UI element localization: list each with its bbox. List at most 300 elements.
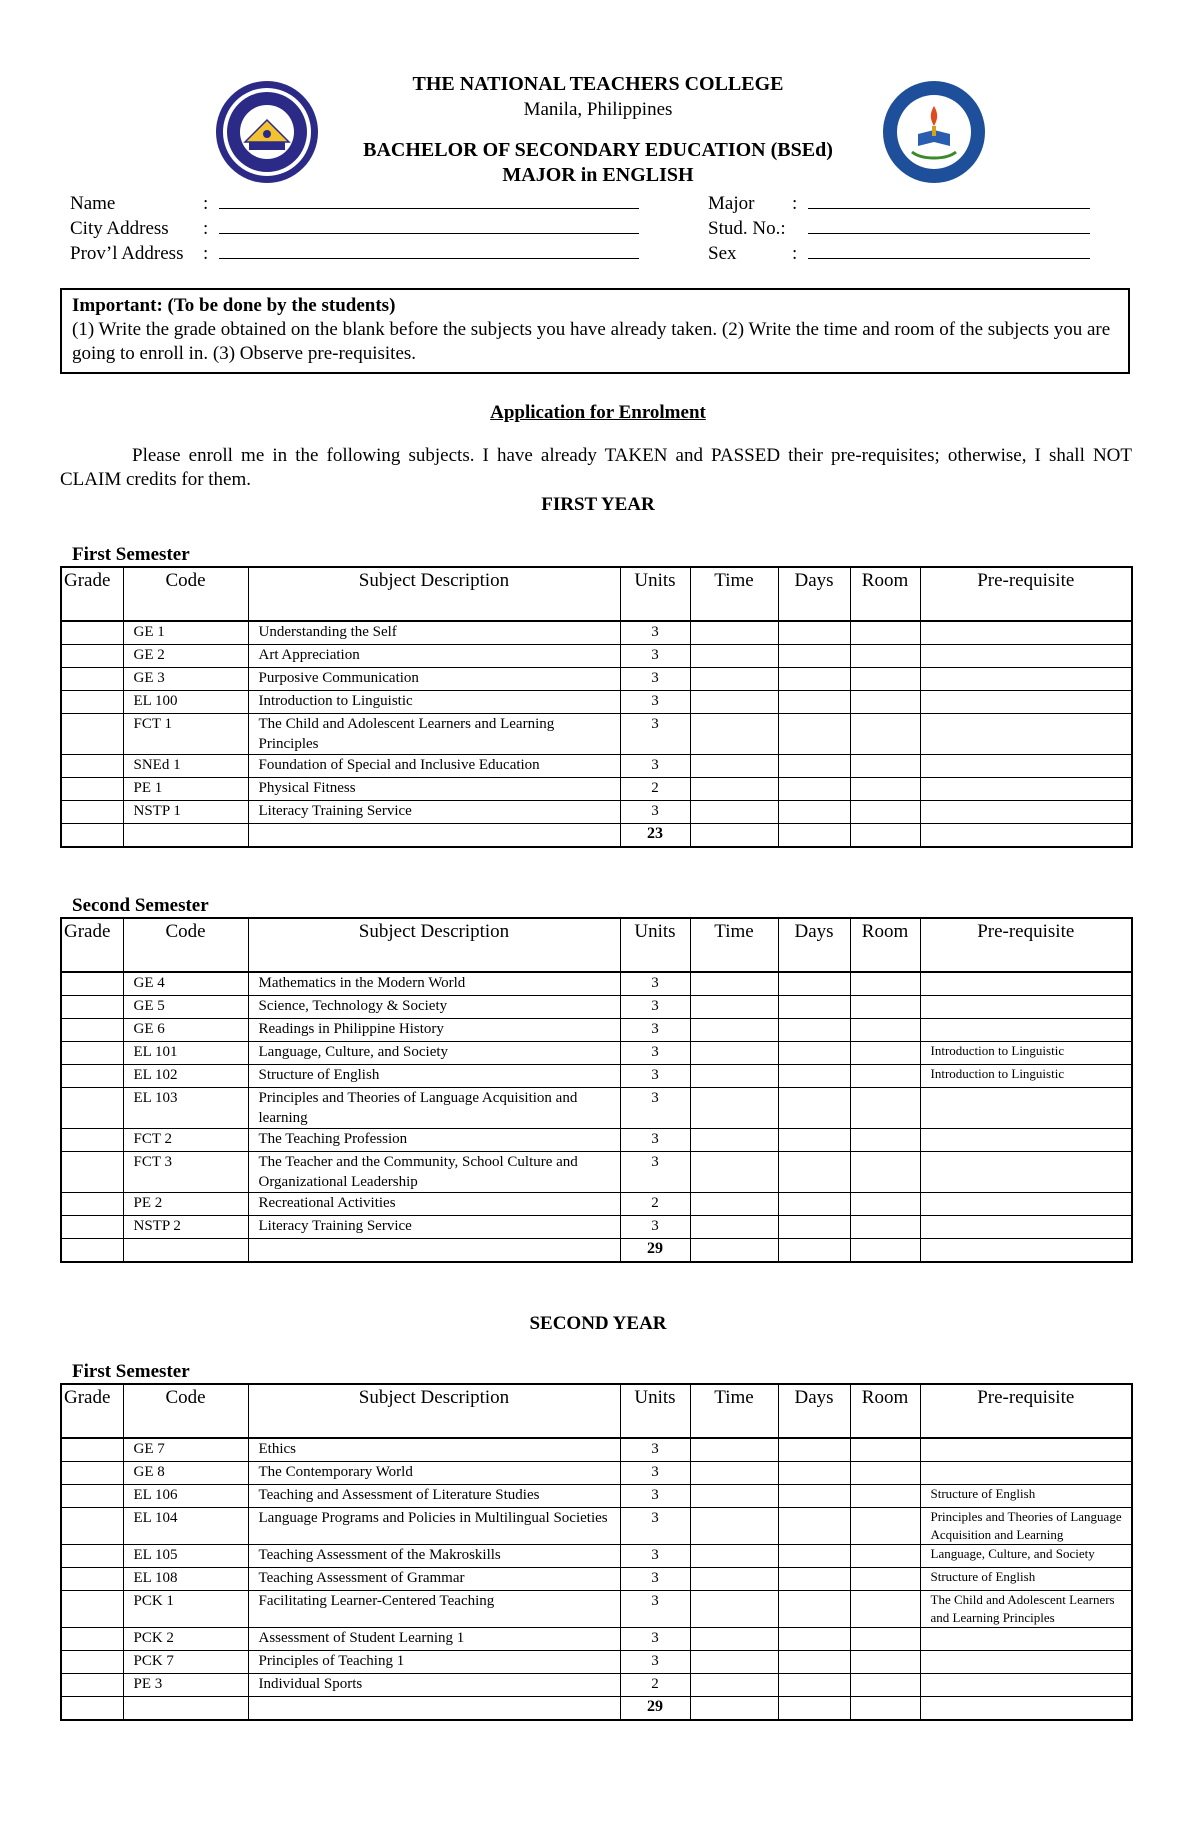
grade-cell[interactable]	[61, 996, 123, 1019]
grade-cell[interactable]	[61, 801, 123, 824]
time-cell[interactable]	[690, 996, 778, 1019]
column-header-units: Units	[620, 1384, 690, 1438]
column-header-time: Time	[690, 1384, 778, 1438]
time-cell[interactable]	[690, 1152, 778, 1193]
grade-cell[interactable]	[61, 1674, 123, 1697]
room-cell[interactable]	[850, 972, 920, 996]
prerequisite	[920, 1019, 1132, 1042]
city-address-label: City Address	[70, 218, 169, 239]
grade-cell[interactable]	[61, 755, 123, 778]
time-cell[interactable]	[690, 691, 778, 714]
room-cell[interactable]	[850, 1545, 920, 1568]
subject-units: 3	[620, 801, 690, 824]
column-header-code: Code	[123, 918, 248, 972]
total-row-cell	[123, 824, 248, 848]
total-row-cell	[248, 824, 620, 848]
subject-description: Science, Technology & Society	[248, 996, 620, 1019]
subject-description: Language Programs and Policies in Multilingual Societies	[248, 1508, 620, 1545]
time-cell[interactable]	[690, 1568, 778, 1591]
column-header-units: Units	[620, 918, 690, 972]
days-cell[interactable]	[778, 1216, 850, 1239]
college-name: THE NATIONAL TEACHERS COLLEGE	[412, 73, 784, 95]
prerequisite: Principles and Theories of Language Acquisition and Learning	[920, 1508, 1132, 1545]
major-label: Major	[708, 193, 755, 214]
grade-cell[interactable]	[61, 1508, 123, 1545]
table-row	[61, 1462, 1132, 1485]
table-row	[61, 645, 1132, 668]
subject-description: Individual Sports	[248, 1674, 620, 1697]
column-header-days: Days	[778, 1384, 850, 1438]
subject-code: GE 4	[123, 972, 248, 996]
column-header-room: Room	[850, 1384, 920, 1438]
time-cell[interactable]	[690, 621, 778, 645]
days-cell[interactable]	[778, 1651, 850, 1674]
subject-units: 3	[620, 621, 690, 645]
total-row-cell	[690, 824, 778, 848]
column-header-time: Time	[690, 918, 778, 972]
subject-code: FCT 1	[123, 714, 248, 755]
subject-description: Teaching Assessment of Grammar	[248, 1568, 620, 1591]
prov-address-field[interactable]	[219, 240, 639, 259]
sex-field[interactable]	[808, 240, 1090, 259]
room-cell[interactable]	[850, 1152, 920, 1193]
subject-units: 3	[620, 668, 690, 691]
subject-code: PE 1	[123, 778, 248, 801]
application-text	[60, 444, 1132, 492]
subject-description: The Teaching Profession	[248, 1129, 620, 1152]
table-header-row	[61, 918, 1132, 972]
days-cell[interactable]	[778, 1042, 850, 1065]
grade-cell[interactable]	[61, 1545, 123, 1568]
table-row	[61, 714, 1132, 755]
days-cell[interactable]	[778, 1628, 850, 1651]
grade-cell[interactable]	[61, 1438, 123, 1462]
prerequisite	[920, 996, 1132, 1019]
table-row	[61, 1088, 1132, 1129]
subject-code: GE 6	[123, 1019, 248, 1042]
room-cell[interactable]	[850, 1462, 920, 1485]
grade-cell[interactable]	[61, 1216, 123, 1239]
table-header-row	[61, 1384, 1132, 1438]
subjects-table-y1-s2	[60, 917, 1133, 1263]
time-cell[interactable]	[690, 1508, 778, 1545]
days-cell[interactable]	[778, 755, 850, 778]
room-cell[interactable]	[850, 1651, 920, 1674]
important-heading: Important: (To be done by the students)	[72, 295, 396, 316]
subject-description: Physical Fitness	[248, 778, 620, 801]
time-cell[interactable]	[690, 1438, 778, 1462]
prerequisite	[920, 1438, 1132, 1462]
table-row	[61, 691, 1132, 714]
column-header-room: Room	[850, 918, 920, 972]
subject-code: GE 8	[123, 1462, 248, 1485]
subject-units: 3	[620, 691, 690, 714]
time-cell[interactable]	[690, 1129, 778, 1152]
subject-code: GE 7	[123, 1438, 248, 1462]
room-cell[interactable]	[850, 1193, 920, 1216]
subject-code: FCT 2	[123, 1129, 248, 1152]
subject-description: Mathematics in the Modern World	[248, 972, 620, 996]
total-row	[61, 1239, 1132, 1263]
prerequisite	[920, 1651, 1132, 1674]
table-row	[61, 1019, 1132, 1042]
column-header-days: Days	[778, 918, 850, 972]
grade-cell[interactable]	[61, 645, 123, 668]
subject-code: EL 106	[123, 1485, 248, 1508]
subject-code: EL 108	[123, 1568, 248, 1591]
subject-description: Structure of English	[248, 1065, 620, 1088]
subject-code: EL 105	[123, 1545, 248, 1568]
subject-units: 2	[620, 1674, 690, 1697]
subject-units: 3	[620, 1065, 690, 1088]
prerequisite	[920, 1193, 1132, 1216]
days-cell[interactable]	[778, 714, 850, 755]
time-cell[interactable]	[690, 1065, 778, 1088]
room-cell[interactable]	[850, 1216, 920, 1239]
subject-code: EL 101	[123, 1042, 248, 1065]
subject-units: 3	[620, 714, 690, 755]
room-cell[interactable]	[850, 668, 920, 691]
time-cell[interactable]	[690, 1651, 778, 1674]
room-cell[interactable]	[850, 645, 920, 668]
time-cell[interactable]	[690, 668, 778, 691]
subject-units: 3	[620, 645, 690, 668]
grade-cell[interactable]	[61, 1568, 123, 1591]
subjects-table-y1-s1	[60, 566, 1133, 848]
time-cell[interactable]	[690, 1545, 778, 1568]
prerequisite	[920, 714, 1132, 755]
subject-units: 3	[620, 1152, 690, 1193]
column-header-pre: Pre-requisite	[920, 918, 1132, 972]
table-row	[61, 996, 1132, 1019]
room-cell[interactable]	[850, 801, 920, 824]
subject-description: Assessment of Student Learning 1	[248, 1628, 620, 1651]
time-cell[interactable]	[690, 1462, 778, 1485]
subject-units: 3	[620, 1019, 690, 1042]
subject-units: 3	[620, 1591, 690, 1628]
prerequisite	[920, 1088, 1132, 1129]
grade-cell[interactable]	[61, 1462, 123, 1485]
room-cell[interactable]	[850, 1508, 920, 1545]
prov-address-label: Prov’l Address	[70, 243, 184, 264]
table-row	[61, 1152, 1132, 1193]
subject-units: 3	[620, 1216, 690, 1239]
grade-cell[interactable]	[61, 668, 123, 691]
days-cell[interactable]	[778, 778, 850, 801]
subject-units: 3	[620, 1129, 690, 1152]
city-address-field[interactable]	[219, 215, 639, 234]
subject-description: Recreational Activities	[248, 1193, 620, 1216]
room-cell[interactable]	[850, 1019, 920, 1042]
column-header-grade: Grade	[61, 567, 123, 621]
total-row	[61, 1697, 1132, 1721]
room-cell[interactable]	[850, 1438, 920, 1462]
table-row	[61, 972, 1132, 996]
days-cell[interactable]	[778, 691, 850, 714]
subject-units: 3	[620, 996, 690, 1019]
total-row-cell	[778, 1239, 850, 1263]
total-row-cell	[61, 824, 123, 848]
total-row-cell	[61, 1697, 123, 1721]
subject-units: 3	[620, 1568, 690, 1591]
subject-units: 3	[620, 1651, 690, 1674]
subject-units: 2	[620, 1193, 690, 1216]
important-instructions-box	[60, 288, 1130, 374]
days-cell[interactable]	[778, 1088, 850, 1129]
room-cell[interactable]	[850, 996, 920, 1019]
days-cell[interactable]	[778, 668, 850, 691]
subject-units: 3	[620, 1088, 690, 1129]
subject-code: EL 102	[123, 1065, 248, 1088]
column-header-code: Code	[123, 1384, 248, 1438]
subject-code: NSTP 2	[123, 1216, 248, 1239]
table-row	[61, 1591, 1132, 1628]
time-cell[interactable]	[690, 1193, 778, 1216]
subject-units: 3	[620, 1545, 690, 1568]
major-field[interactable]	[808, 190, 1090, 209]
grade-cell[interactable]	[61, 691, 123, 714]
prerequisite	[920, 755, 1132, 778]
time-cell[interactable]	[690, 1019, 778, 1042]
total-units: 23	[620, 824, 690, 848]
days-cell[interactable]	[778, 1129, 850, 1152]
table-row	[61, 1065, 1132, 1088]
time-cell[interactable]	[690, 1591, 778, 1628]
grade-cell[interactable]	[61, 1193, 123, 1216]
days-cell[interactable]	[778, 1193, 850, 1216]
subject-description: Ethics	[248, 1438, 620, 1462]
total-row-cell	[778, 1697, 850, 1721]
subject-code: PE 3	[123, 1674, 248, 1697]
student-info-left: Name : City Address : Prov’l Address :	[70, 190, 639, 265]
table-header-row	[61, 567, 1132, 621]
subject-description: Literacy Training Service	[248, 801, 620, 824]
grade-cell[interactable]	[61, 1628, 123, 1651]
table-row	[61, 778, 1132, 801]
table-row	[61, 1438, 1132, 1462]
room-cell[interactable]	[850, 1628, 920, 1651]
days-cell[interactable]	[778, 972, 850, 996]
room-cell[interactable]	[850, 714, 920, 755]
application-title: Application for Enrolment	[490, 402, 706, 423]
total-row-cell	[248, 1239, 620, 1263]
room-cell[interactable]	[850, 1485, 920, 1508]
student-info-right: Major : Stud. No.: Sex :	[708, 190, 1090, 265]
subject-units: 3	[620, 972, 690, 996]
time-cell[interactable]	[690, 1088, 778, 1129]
total-row-cell	[850, 1239, 920, 1263]
application-text-body: Please enroll me in the following subjects. I have already TAKEN and PASSED their pre-requisites; otherwise, I shall NOT CLAIM credits for them.	[60, 445, 1132, 490]
subject-description: Teaching Assessment of the Makroskills	[248, 1545, 620, 1568]
days-cell[interactable]	[778, 1462, 850, 1485]
subject-code: GE 2	[123, 645, 248, 668]
table-row	[61, 1628, 1132, 1651]
table-row	[61, 1129, 1132, 1152]
days-cell[interactable]	[778, 645, 850, 668]
time-cell[interactable]	[690, 972, 778, 996]
table-row	[61, 1216, 1132, 1239]
total-row-cell	[248, 1697, 620, 1721]
grade-cell[interactable]	[61, 1651, 123, 1674]
subject-description: Language, Culture, and Society	[248, 1042, 620, 1065]
time-cell[interactable]	[690, 714, 778, 755]
total-row-cell	[61, 1239, 123, 1263]
days-cell[interactable]	[778, 1545, 850, 1568]
stud-no-field[interactable]	[808, 215, 1090, 234]
table-row	[61, 1674, 1132, 1697]
grade-cell[interactable]	[61, 1152, 123, 1193]
subject-units: 3	[620, 1485, 690, 1508]
grade-cell[interactable]	[61, 1065, 123, 1088]
college-location: Manila, Philippines	[523, 99, 673, 120]
prerequisite	[920, 1129, 1132, 1152]
year-title-first: FIRST YEAR	[541, 494, 655, 515]
major-title: MAJOR in ENGLISH	[502, 164, 694, 186]
grade-cell[interactable]	[61, 778, 123, 801]
prerequisite: The Child and Adolescent Learners and Learning Principles	[920, 1591, 1132, 1628]
program-title: BACHELOR OF SECONDARY EDUCATION (BSEd)	[363, 139, 833, 161]
subject-description: Facilitating Learner-Centered Teaching	[248, 1591, 620, 1628]
total-row-cell	[123, 1239, 248, 1263]
subject-description: The Teacher and the Community, School Culture and Organizational Leadership	[248, 1152, 620, 1193]
prerequisite: Introduction to Linguistic	[920, 1042, 1132, 1065]
prerequisite	[920, 691, 1132, 714]
room-cell[interactable]	[850, 778, 920, 801]
subject-code: PCK 7	[123, 1651, 248, 1674]
subjects-table-y2-s1	[60, 1383, 1133, 1721]
days-cell[interactable]	[778, 1438, 850, 1462]
column-header-desc: Subject Description	[248, 567, 620, 621]
subject-units: 3	[620, 1508, 690, 1545]
table-row	[61, 1042, 1132, 1065]
grade-cell[interactable]	[61, 1591, 123, 1628]
subject-code: PCK 1	[123, 1591, 248, 1628]
room-cell[interactable]	[850, 691, 920, 714]
subject-description: Foundation of Special and Inclusive Education	[248, 755, 620, 778]
table-row	[61, 1193, 1132, 1216]
year-title-second: SECOND YEAR	[529, 1313, 667, 1334]
prerequisite	[920, 645, 1132, 668]
room-cell[interactable]	[850, 1065, 920, 1088]
days-cell[interactable]	[778, 1674, 850, 1697]
subject-code: FCT 3	[123, 1152, 248, 1193]
room-cell[interactable]	[850, 1042, 920, 1065]
grade-cell[interactable]	[61, 1129, 123, 1152]
subject-code: GE 5	[123, 996, 248, 1019]
grade-cell[interactable]	[61, 1088, 123, 1129]
grade-cell[interactable]	[61, 1485, 123, 1508]
column-header-days: Days	[778, 567, 850, 621]
total-row-cell	[690, 1697, 778, 1721]
prerequisite	[920, 778, 1132, 801]
days-cell[interactable]	[778, 1508, 850, 1545]
subject-description: Introduction to Linguistic	[248, 691, 620, 714]
subject-description: Readings in Philippine History	[248, 1019, 620, 1042]
subject-code: PE 2	[123, 1193, 248, 1216]
subject-description: Understanding the Self	[248, 621, 620, 645]
days-cell[interactable]	[778, 1485, 850, 1508]
table-row	[61, 1651, 1132, 1674]
grade-cell[interactable]	[61, 1019, 123, 1042]
subject-units: 3	[620, 1438, 690, 1462]
grade-cell[interactable]	[61, 1042, 123, 1065]
days-cell[interactable]	[778, 1065, 850, 1088]
total-row-cell	[850, 824, 920, 848]
days-cell[interactable]	[778, 996, 850, 1019]
room-cell[interactable]	[850, 1674, 920, 1697]
days-cell[interactable]	[778, 1591, 850, 1628]
column-header-pre: Pre-requisite	[920, 567, 1132, 621]
total-row-cell	[778, 824, 850, 848]
grade-cell[interactable]	[61, 621, 123, 645]
time-cell[interactable]	[690, 801, 778, 824]
room-cell[interactable]	[850, 1591, 920, 1628]
time-cell[interactable]	[690, 778, 778, 801]
room-cell[interactable]	[850, 1088, 920, 1129]
semester-title-1-2: Second Semester	[72, 895, 209, 916]
prerequisite	[920, 1462, 1132, 1485]
grade-cell[interactable]	[61, 714, 123, 755]
room-cell[interactable]	[850, 1129, 920, 1152]
table-row	[61, 668, 1132, 691]
time-cell[interactable]	[690, 645, 778, 668]
time-cell[interactable]	[690, 1628, 778, 1651]
total-row-cell	[920, 824, 1132, 848]
time-cell[interactable]	[690, 1485, 778, 1508]
subject-description: The Child and Adolescent Learners and Learning Principles	[248, 714, 620, 755]
days-cell[interactable]	[778, 1019, 850, 1042]
table-row	[61, 1485, 1132, 1508]
prerequisite	[920, 801, 1132, 824]
subject-code: GE 1	[123, 621, 248, 645]
total-row	[61, 824, 1132, 848]
time-cell[interactable]	[690, 1674, 778, 1697]
semester-title-2-1: First Semester	[72, 1361, 190, 1382]
column-header-grade: Grade	[61, 918, 123, 972]
header-title-block	[60, 72, 1136, 188]
subject-code: PCK 2	[123, 1628, 248, 1651]
time-cell[interactable]	[690, 755, 778, 778]
subject-units: 3	[620, 1628, 690, 1651]
subject-code: SNEd 1	[123, 755, 248, 778]
grade-cell[interactable]	[61, 972, 123, 996]
time-cell[interactable]	[690, 1216, 778, 1239]
days-cell[interactable]	[778, 1152, 850, 1193]
column-header-time: Time	[690, 567, 778, 621]
total-units: 29	[620, 1697, 690, 1721]
days-cell[interactable]	[778, 1568, 850, 1591]
prerequisite	[920, 1674, 1132, 1697]
room-cell[interactable]	[850, 621, 920, 645]
room-cell[interactable]	[850, 755, 920, 778]
subject-code: EL 100	[123, 691, 248, 714]
total-row-cell	[690, 1239, 778, 1263]
subject-units: 2	[620, 778, 690, 801]
table-row	[61, 1545, 1132, 1568]
subject-description: Teaching and Assessment of Literature Studies	[248, 1485, 620, 1508]
time-cell[interactable]	[690, 1042, 778, 1065]
prerequisite	[920, 972, 1132, 996]
days-cell[interactable]	[778, 621, 850, 645]
column-header-desc: Subject Description	[248, 918, 620, 972]
prerequisite	[920, 1152, 1132, 1193]
name-field[interactable]	[219, 190, 639, 209]
subject-units: 3	[620, 1042, 690, 1065]
room-cell[interactable]	[850, 1568, 920, 1591]
total-units: 29	[620, 1239, 690, 1263]
days-cell[interactable]	[778, 801, 850, 824]
column-header-grade: Grade	[61, 1384, 123, 1438]
